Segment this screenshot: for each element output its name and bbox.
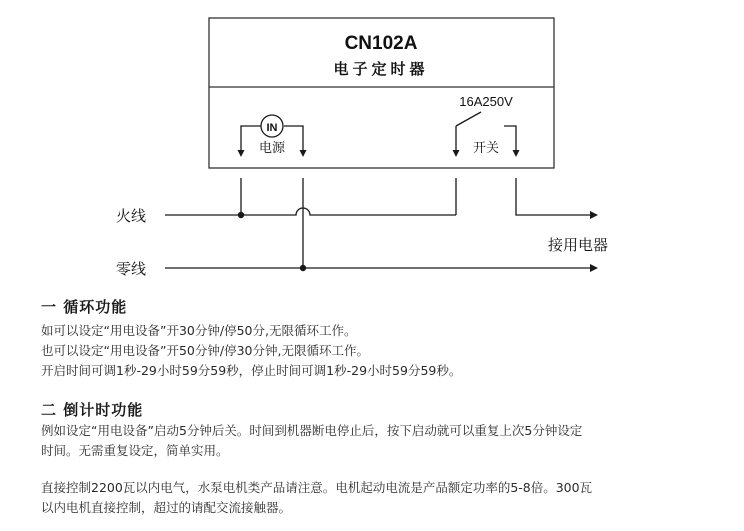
- power-label: 电源: [258, 141, 286, 156]
- section-cycle-title: 一 循环功能: [41, 298, 128, 316]
- section-cycle-line: 如可以设定“用电设备”开30分钟/停50分,无限循环工作。: [41, 323, 357, 338]
- live-out-arrow-icon: [590, 211, 598, 219]
- wiring-lines: [165, 178, 593, 268]
- live-junction: [238, 212, 244, 218]
- load-label: 接用电器: [548, 236, 609, 254]
- switch-rating: 16A250V: [459, 94, 513, 109]
- section-cycle-line: 也可以设定“用电设备”开50分钟/停30分钟,无限循环工作。: [41, 343, 369, 358]
- live-wire-label: 火线: [116, 207, 147, 225]
- section-cycle-line: 开启时间可调1秒-29小时59分59秒，停止时间可调1秒-29小时59分59秒。: [41, 363, 462, 378]
- device-name: 电子定时器: [333, 60, 429, 78]
- note-line: 以内电机直接控制，超过的请配交流接触器。: [41, 500, 292, 515]
- power-symbol: IN: [266, 122, 278, 134]
- neutral-out-arrow-icon: [590, 264, 598, 272]
- device-model: CN102A: [344, 33, 418, 54]
- section-countdown-line: 时间。无需重复设定，简单实用。: [41, 443, 229, 458]
- neutral-junction: [300, 265, 306, 271]
- note-line: 直接控制2200瓦以内电气，水泵电机类产品请注意。电机起动电流是产品额定功率的5-8倍。300瓦: [41, 480, 593, 495]
- switch-label: 开关: [472, 141, 500, 156]
- section-countdown-line: 例如设定“用电设备”启动5分钟后关。时间到机器断电停止后，按下启动就可以重复上次5分钟设定: [41, 423, 583, 438]
- neutral-wire-label: 零线: [116, 260, 147, 278]
- section-countdown-title: 二 倒计时功能: [41, 401, 144, 419]
